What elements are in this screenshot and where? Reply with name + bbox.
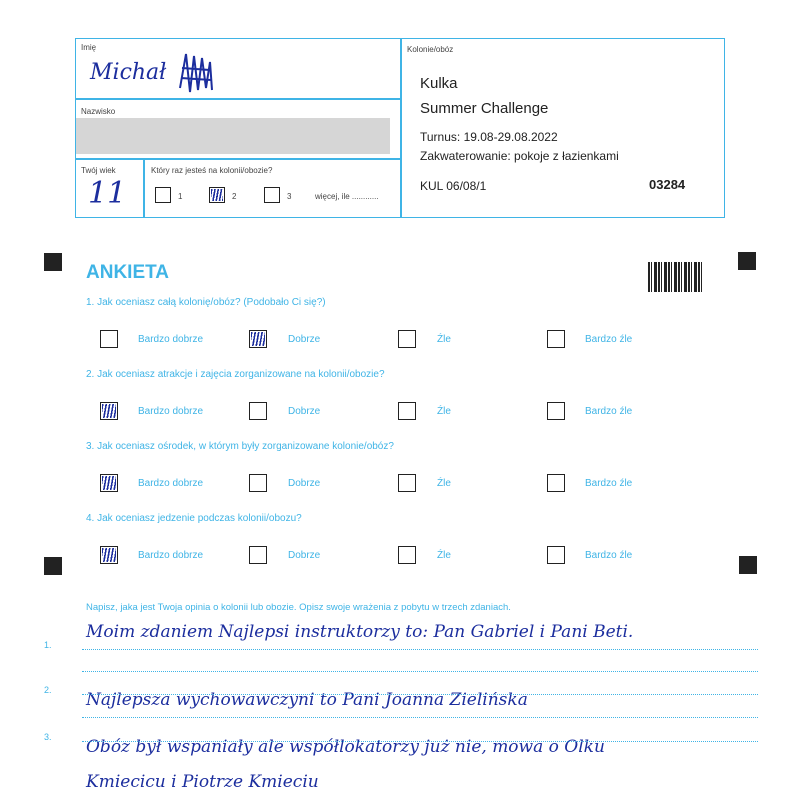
- question-1-text: 1. Jak oceniasz całą kolonię/obóz? (Podobało Ci się?): [86, 297, 326, 308]
- q2-option-dobrze[interactable]: [249, 402, 267, 420]
- ktory-raz-num-2: 2: [232, 192, 237, 201]
- question-2-text: 2. Jak oceniasz atrakcje i zajęcia zorganizowane na kolonii/obozie?: [86, 369, 385, 380]
- answer-3-num: 3.: [44, 732, 52, 742]
- q1-option-zle[interactable]: [398, 330, 416, 348]
- registration-mark-top-left: [44, 253, 62, 271]
- answer-line-1a: [82, 649, 758, 650]
- answer-line-1b: [82, 671, 758, 672]
- nazwisko-redacted: [76, 118, 390, 154]
- wiek-label: Twój wiek: [81, 166, 116, 175]
- ktory-raz-checkbox-2[interactable]: [209, 187, 225, 203]
- q3-label-bardzo-zle: Bardzo źle: [585, 478, 633, 489]
- q4-label-dobrze: Dobrze: [288, 550, 321, 561]
- question-4-text: 4. Jak oceniasz jedzenie podczas kolonii/obozu?: [86, 513, 302, 524]
- q4-option-dobrze[interactable]: [249, 546, 267, 564]
- q4-label-zle: Źle: [437, 550, 451, 561]
- imie-label: Imię: [81, 43, 97, 52]
- ktory-raz-checkbox-1[interactable]: [155, 187, 171, 203]
- scribble-mark: [176, 48, 216, 98]
- q3-option-zle[interactable]: [398, 474, 416, 492]
- q1-label-bardzo-zle: Bardzo źle: [585, 334, 633, 345]
- answer-2-num: 2.: [44, 685, 52, 695]
- q2-label-bardzo-zle: Bardzo źle: [585, 406, 633, 417]
- answer-line-2b: [82, 717, 758, 718]
- answer-line-2a: [82, 694, 758, 695]
- q3-option-dobrze[interactable]: [249, 474, 267, 492]
- q1-label-bardzo-dobrze: Bardzo dobrze: [138, 334, 204, 345]
- header-divider-age: [143, 158, 145, 218]
- q3-option-bardzo-zle[interactable]: [547, 474, 565, 492]
- answer-3-continuation[interactable]: Kmiecicu i Piotrze Kmieciu: [86, 772, 319, 792]
- q3-label-dobrze: Dobrze: [288, 478, 321, 489]
- answer-1-text[interactable]: Moim zdaniem Najlepsi instruktorzy to: Pan Gabriel i Pani Beti.: [86, 622, 634, 642]
- ktory-raz-num-1: 1: [178, 192, 183, 201]
- q3-option-bardzo-dobrze[interactable]: [100, 474, 118, 492]
- ktory-raz-num-3: 3: [287, 192, 292, 201]
- q2-option-zle[interactable]: [398, 402, 416, 420]
- q4-label-bardzo-zle: Bardzo źle: [585, 550, 633, 561]
- q4-option-bardzo-dobrze[interactable]: [100, 546, 118, 564]
- answer-2-text[interactable]: Najlepsza wychowawczyni to Pani Joanna Zielińska: [86, 690, 528, 710]
- q2-option-bardzo-dobrze[interactable]: [100, 402, 118, 420]
- registration-mark-top-right: [738, 252, 756, 270]
- kolonie-code: KUL 06/08/1: [420, 179, 487, 193]
- answer-line-3a: [82, 741, 758, 742]
- kolonie-name-line1: Kulka: [420, 75, 458, 92]
- imie-value[interactable]: Michał: [90, 60, 167, 85]
- header-divider-surname: [75, 158, 401, 160]
- survey-title: ANKIETA: [86, 262, 170, 283]
- answer-1-num: 1.: [44, 640, 52, 650]
- wiek-value[interactable]: 11: [88, 176, 127, 211]
- q3-label-zle: Źle: [437, 478, 451, 489]
- question-3-text: 3. Jak oceniasz ośrodek, w którym były zorganizowane kolonie/obóz?: [86, 441, 394, 452]
- q4-option-bardzo-zle[interactable]: [547, 546, 565, 564]
- q2-label-dobrze: Dobrze: [288, 406, 321, 417]
- kolonie-name-line2: Summer Challenge: [420, 100, 549, 117]
- wiecej-label: więcej, ile ............: [315, 192, 379, 201]
- header-divider-name: [75, 98, 401, 100]
- opinion-prompt: Napisz, jaka jest Twoja opinia o kolonii lub obozie. Opisz swoje wrażenia z pobytu w trzech zdaniach.: [86, 602, 511, 613]
- turnus-text: Turnus: 19.08-29.08.2022: [420, 130, 558, 144]
- q1-label-dobrze: Dobrze: [288, 334, 321, 345]
- q3-label-bardzo-dobrze: Bardzo dobrze: [138, 478, 204, 489]
- q1-option-bardzo-zle[interactable]: [547, 330, 565, 348]
- q1-option-dobrze[interactable]: [249, 330, 267, 348]
- q2-label-bardzo-dobrze: Bardzo dobrze: [138, 406, 204, 417]
- header-divider-vertical: [400, 38, 402, 218]
- ktory-raz-label: Który raz jesteś na kolonii/obozie?: [151, 166, 273, 175]
- kolonie-number: 03284: [649, 177, 686, 192]
- barcode: [648, 262, 702, 292]
- q4-label-bardzo-dobrze: Bardzo dobrze: [138, 550, 204, 561]
- answer-3-text[interactable]: Obóz był wspaniały ale współlokatorzy już nie, mowa o Olku: [86, 737, 605, 757]
- q2-option-bardzo-zle[interactable]: [547, 402, 565, 420]
- q1-label-zle: Źle: [437, 334, 451, 345]
- registration-mark-bottom-left: [44, 557, 62, 575]
- nazwisko-label: Nazwisko: [81, 107, 116, 116]
- ktory-raz-checkbox-3[interactable]: [264, 187, 280, 203]
- kolonie-label: Kolonie/obóz: [407, 45, 454, 54]
- zakwaterowanie-text: Zakwaterowanie: pokoje z łazienkami: [420, 149, 619, 163]
- q2-label-zle: Źle: [437, 406, 451, 417]
- registration-mark-bottom-right: [739, 556, 757, 574]
- q4-option-zle[interactable]: [398, 546, 416, 564]
- q1-option-bardzo-dobrze[interactable]: [100, 330, 118, 348]
